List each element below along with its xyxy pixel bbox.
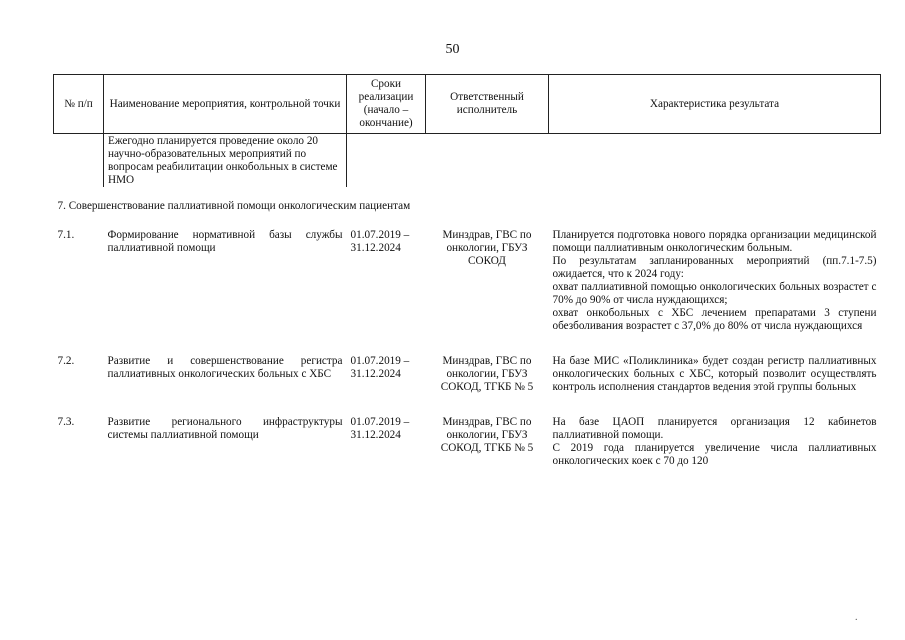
continuation-num-cell xyxy=(54,134,104,188)
continuation-text: Ежегодно планируется проведение около 20 научно-образовательных мероприятий по вопросам реабилитации онкобольных в системе НМО xyxy=(104,134,347,188)
row-executor: Минздрав, ГВС по онкологии, ГБУЗ СОКОД xyxy=(442,229,532,267)
row-result xyxy=(549,408,881,482)
footer-mark: . xyxy=(855,612,858,623)
table-row xyxy=(54,408,881,482)
row-result xyxy=(549,347,881,408)
continuation-row xyxy=(54,134,881,188)
table-header-row xyxy=(54,75,881,134)
row-name: Развитие регионального инфраструктуры системы паллиативной помощи xyxy=(107,416,343,441)
result-line: охват паллиативной помощью онкологических больных возрастет с 70% до 90% от числа нуждающихся; xyxy=(552,281,877,306)
result-line: На базе МИС «Поликлиника» будет создан регистр паллиативных онкологических больных с ХБС, который позволит осуществлять контроль исполнения стандартов ведения этой группы больных xyxy=(552,355,877,393)
row-name: Формирование нормативной базы службы паллиативной помощи xyxy=(107,229,343,254)
row-result xyxy=(549,221,881,347)
row-dates: 01.07.2019 – 31.12.2024 xyxy=(350,355,410,380)
activities-table xyxy=(53,74,881,482)
continuation-executor-cell xyxy=(426,134,549,188)
result-line: охват онкобольных с ХБС лечением препаратами 3 ступени обезболивания возрастет с 37,0% до 80% от числа нуждающихся xyxy=(552,307,877,332)
header-num: № п/п xyxy=(54,75,104,134)
section-heading-row xyxy=(54,187,881,221)
result-line: На базе ЦАОП планируется организация 12 кабинетов паллиативной помощи. xyxy=(552,416,877,441)
row-dates: 01.07.2019 – 31.12.2024 xyxy=(350,416,410,441)
section-title: 7. Совершенствование паллиативной помощи онкологическим пациентам xyxy=(57,200,411,212)
header-dates: Сроки реализации (начало – окончание) xyxy=(347,75,426,134)
header-name: Наименование мероприятия, контрольной точки xyxy=(104,75,347,134)
table-body xyxy=(54,134,881,483)
continuation-dates-cell xyxy=(347,134,426,188)
row-num: 7.1. xyxy=(57,229,75,241)
row-executor: Минздрав, ГВС по онкологии, ГБУЗ СОКОД, ТГКБ № 5 xyxy=(440,355,534,393)
result-line: Планируется подготовка нового порядка организации медицинской помощи паллиативным онкологическим больным. xyxy=(552,229,877,254)
row-num: 7.3. xyxy=(57,416,75,428)
table-header xyxy=(54,75,881,134)
header-executor: Ответственный исполнитель xyxy=(426,75,549,134)
result-line: С 2019 года планируется увеличение числа паллиативных онкологических коек с 70 до 120 xyxy=(552,442,877,467)
table-row xyxy=(54,221,881,347)
result-line: По результатам запланированных мероприятий (пп.7.1-7.5) ожидается, что к 2024 году: xyxy=(552,255,877,280)
table-row xyxy=(54,347,881,408)
row-executor: Минздрав, ГВС по онкологии, ГБУЗ СОКОД, ТГКБ № 5 xyxy=(440,416,534,454)
header-result: Характеристика результата xyxy=(549,75,881,134)
continuation-result-cell xyxy=(549,134,881,188)
row-num: 7.2. xyxy=(57,355,75,367)
row-dates: 01.07.2019 – 31.12.2024 xyxy=(350,229,410,254)
row-name: Развитие и совершенствование регистра паллиативных онкологических больных с ХБС xyxy=(107,355,343,380)
page-number: 50 xyxy=(445,42,460,57)
